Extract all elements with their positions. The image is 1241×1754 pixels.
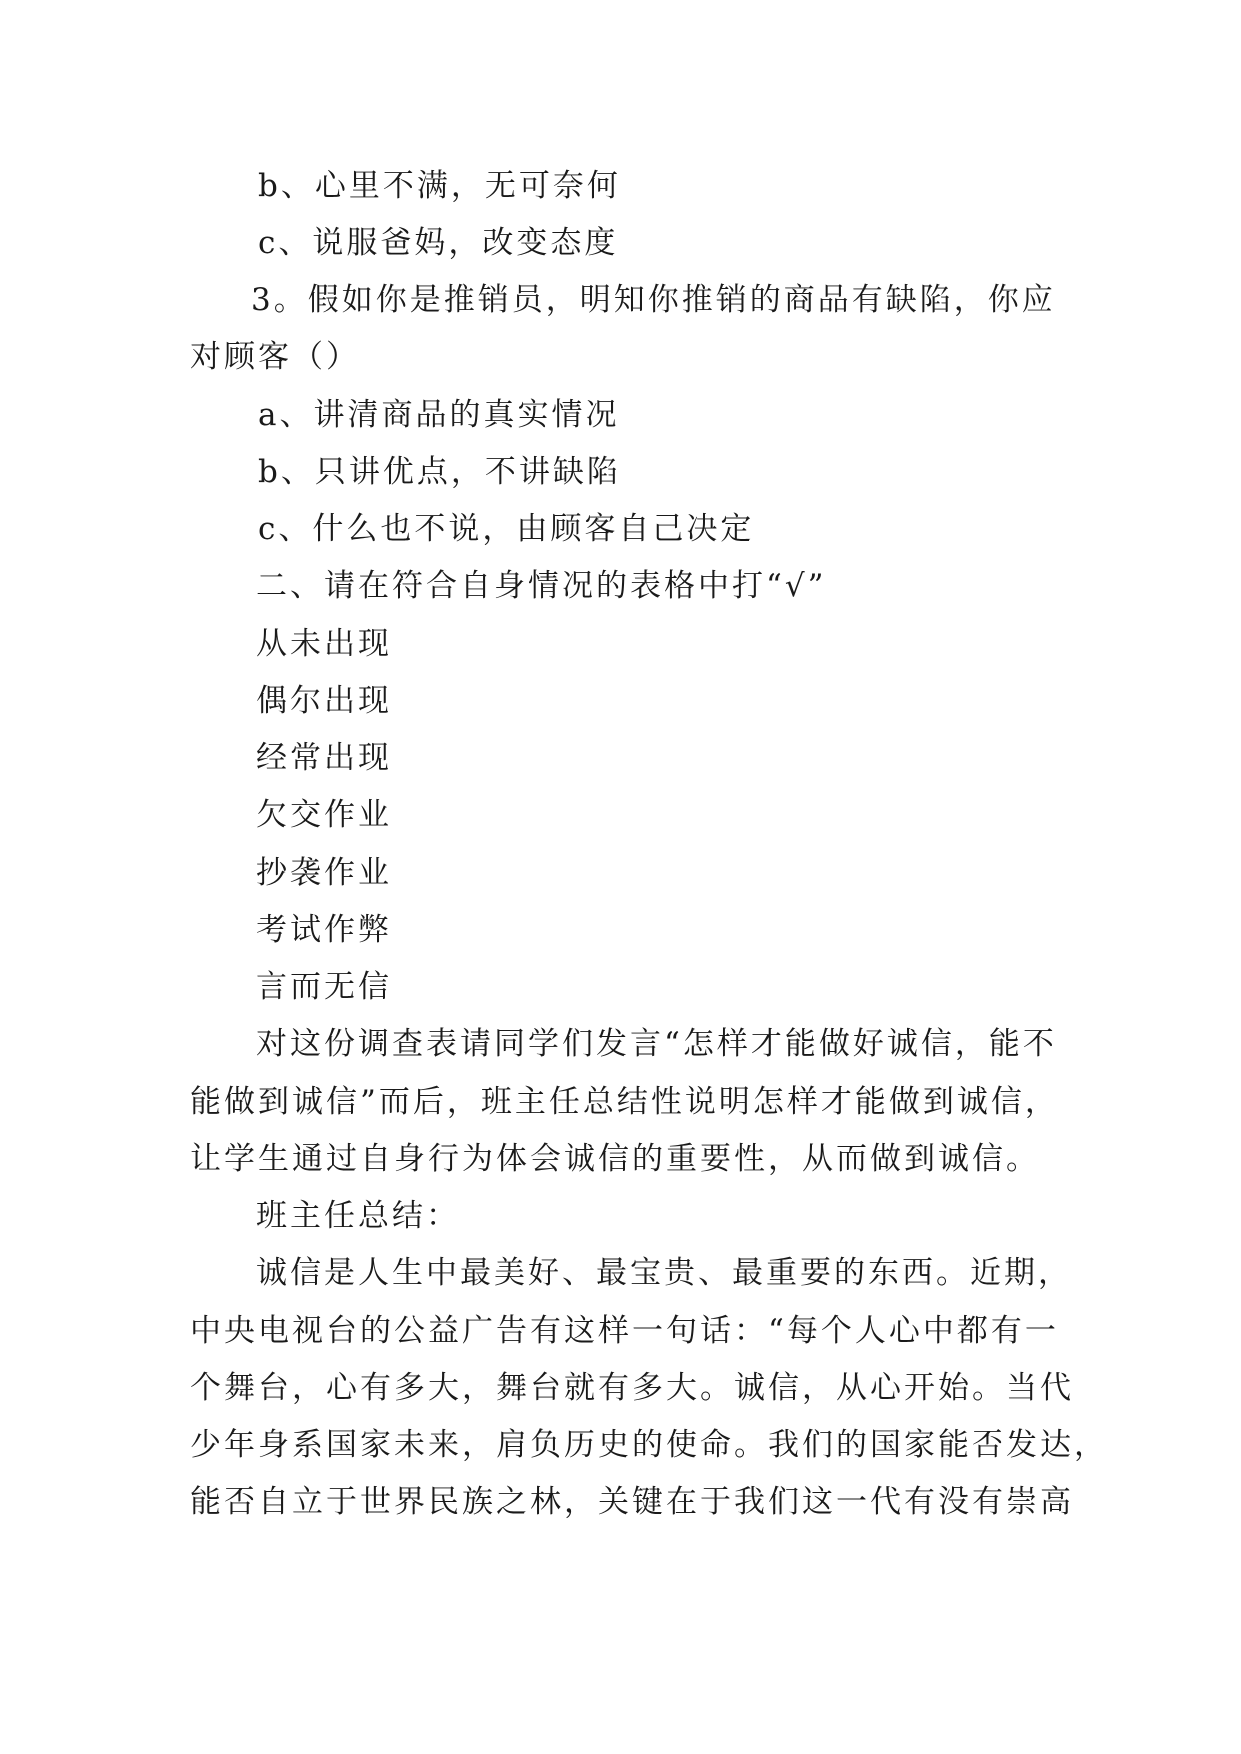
table-cell-missing-homework: 欠交作业 — [256, 797, 392, 833]
paragraph-survey-line-1: 对这份调查表请同学们发言“怎样才能做好诚信，能不 — [256, 1026, 1057, 1062]
paragraph-summary-line-3: 个舞台，心有多大，舞台就有多大。诚信，从心开始。当代 — [190, 1370, 1074, 1406]
option-a-q3: a、讲清商品的真实情况 — [258, 397, 620, 433]
paragraph-summary-line-5: 能否自立于世界民族之林，关键在于我们这一代有没有崇高 — [190, 1484, 1074, 1520]
table-cell-often: 经常出现 — [256, 740, 392, 776]
option-c-q3: c、什么也不说，由顾客自己决定 — [258, 511, 755, 547]
question-3: 3。假如你是推销员，明知你推销的商品有缺陷，你应 — [251, 282, 1056, 318]
table-cell-exam-cheating: 考试作弊 — [256, 912, 392, 948]
table-cell-never: 从未出现 — [256, 626, 392, 662]
summary-heading: 班主任总结： — [256, 1198, 460, 1234]
option-c-q2: c、说服爸妈，改变态度 — [258, 225, 619, 261]
option-b-q2: b、心里不满，无可奈何 — [258, 168, 621, 204]
section-heading-two: 二、请在符合自身情况的表格中打“√” — [256, 568, 827, 604]
paragraph-survey-line-2: 能做到诚信”而后，班主任总结性说明怎样才能做到诚信， — [190, 1084, 1059, 1120]
table-cell-occasionally: 偶尔出现 — [256, 683, 392, 719]
paragraph-summary-line-4: 少年身系国家未来，肩负历史的使命。我们的国家能否发达， — [190, 1427, 1108, 1463]
paragraph-summary-line-2: 中央电视台的公益广告有这样一句话：“每个人心中都有一 — [190, 1313, 1059, 1349]
option-b-q3: b、只讲优点，不讲缺陷 — [258, 454, 621, 490]
table-cell-broken-promises: 言而无信 — [256, 969, 392, 1005]
table-cell-copying-homework: 抄袭作业 — [256, 855, 392, 891]
paragraph-summary-line-1: 诚信是人生中最美好、最宝贵、最重要的东西。近期， — [256, 1255, 1072, 1291]
question-3-continued: 对顾客（） — [190, 339, 360, 375]
paragraph-survey-line-3: 让学生通过自身行为体会诚信的重要性，从而做到诚信。 — [190, 1141, 1040, 1177]
